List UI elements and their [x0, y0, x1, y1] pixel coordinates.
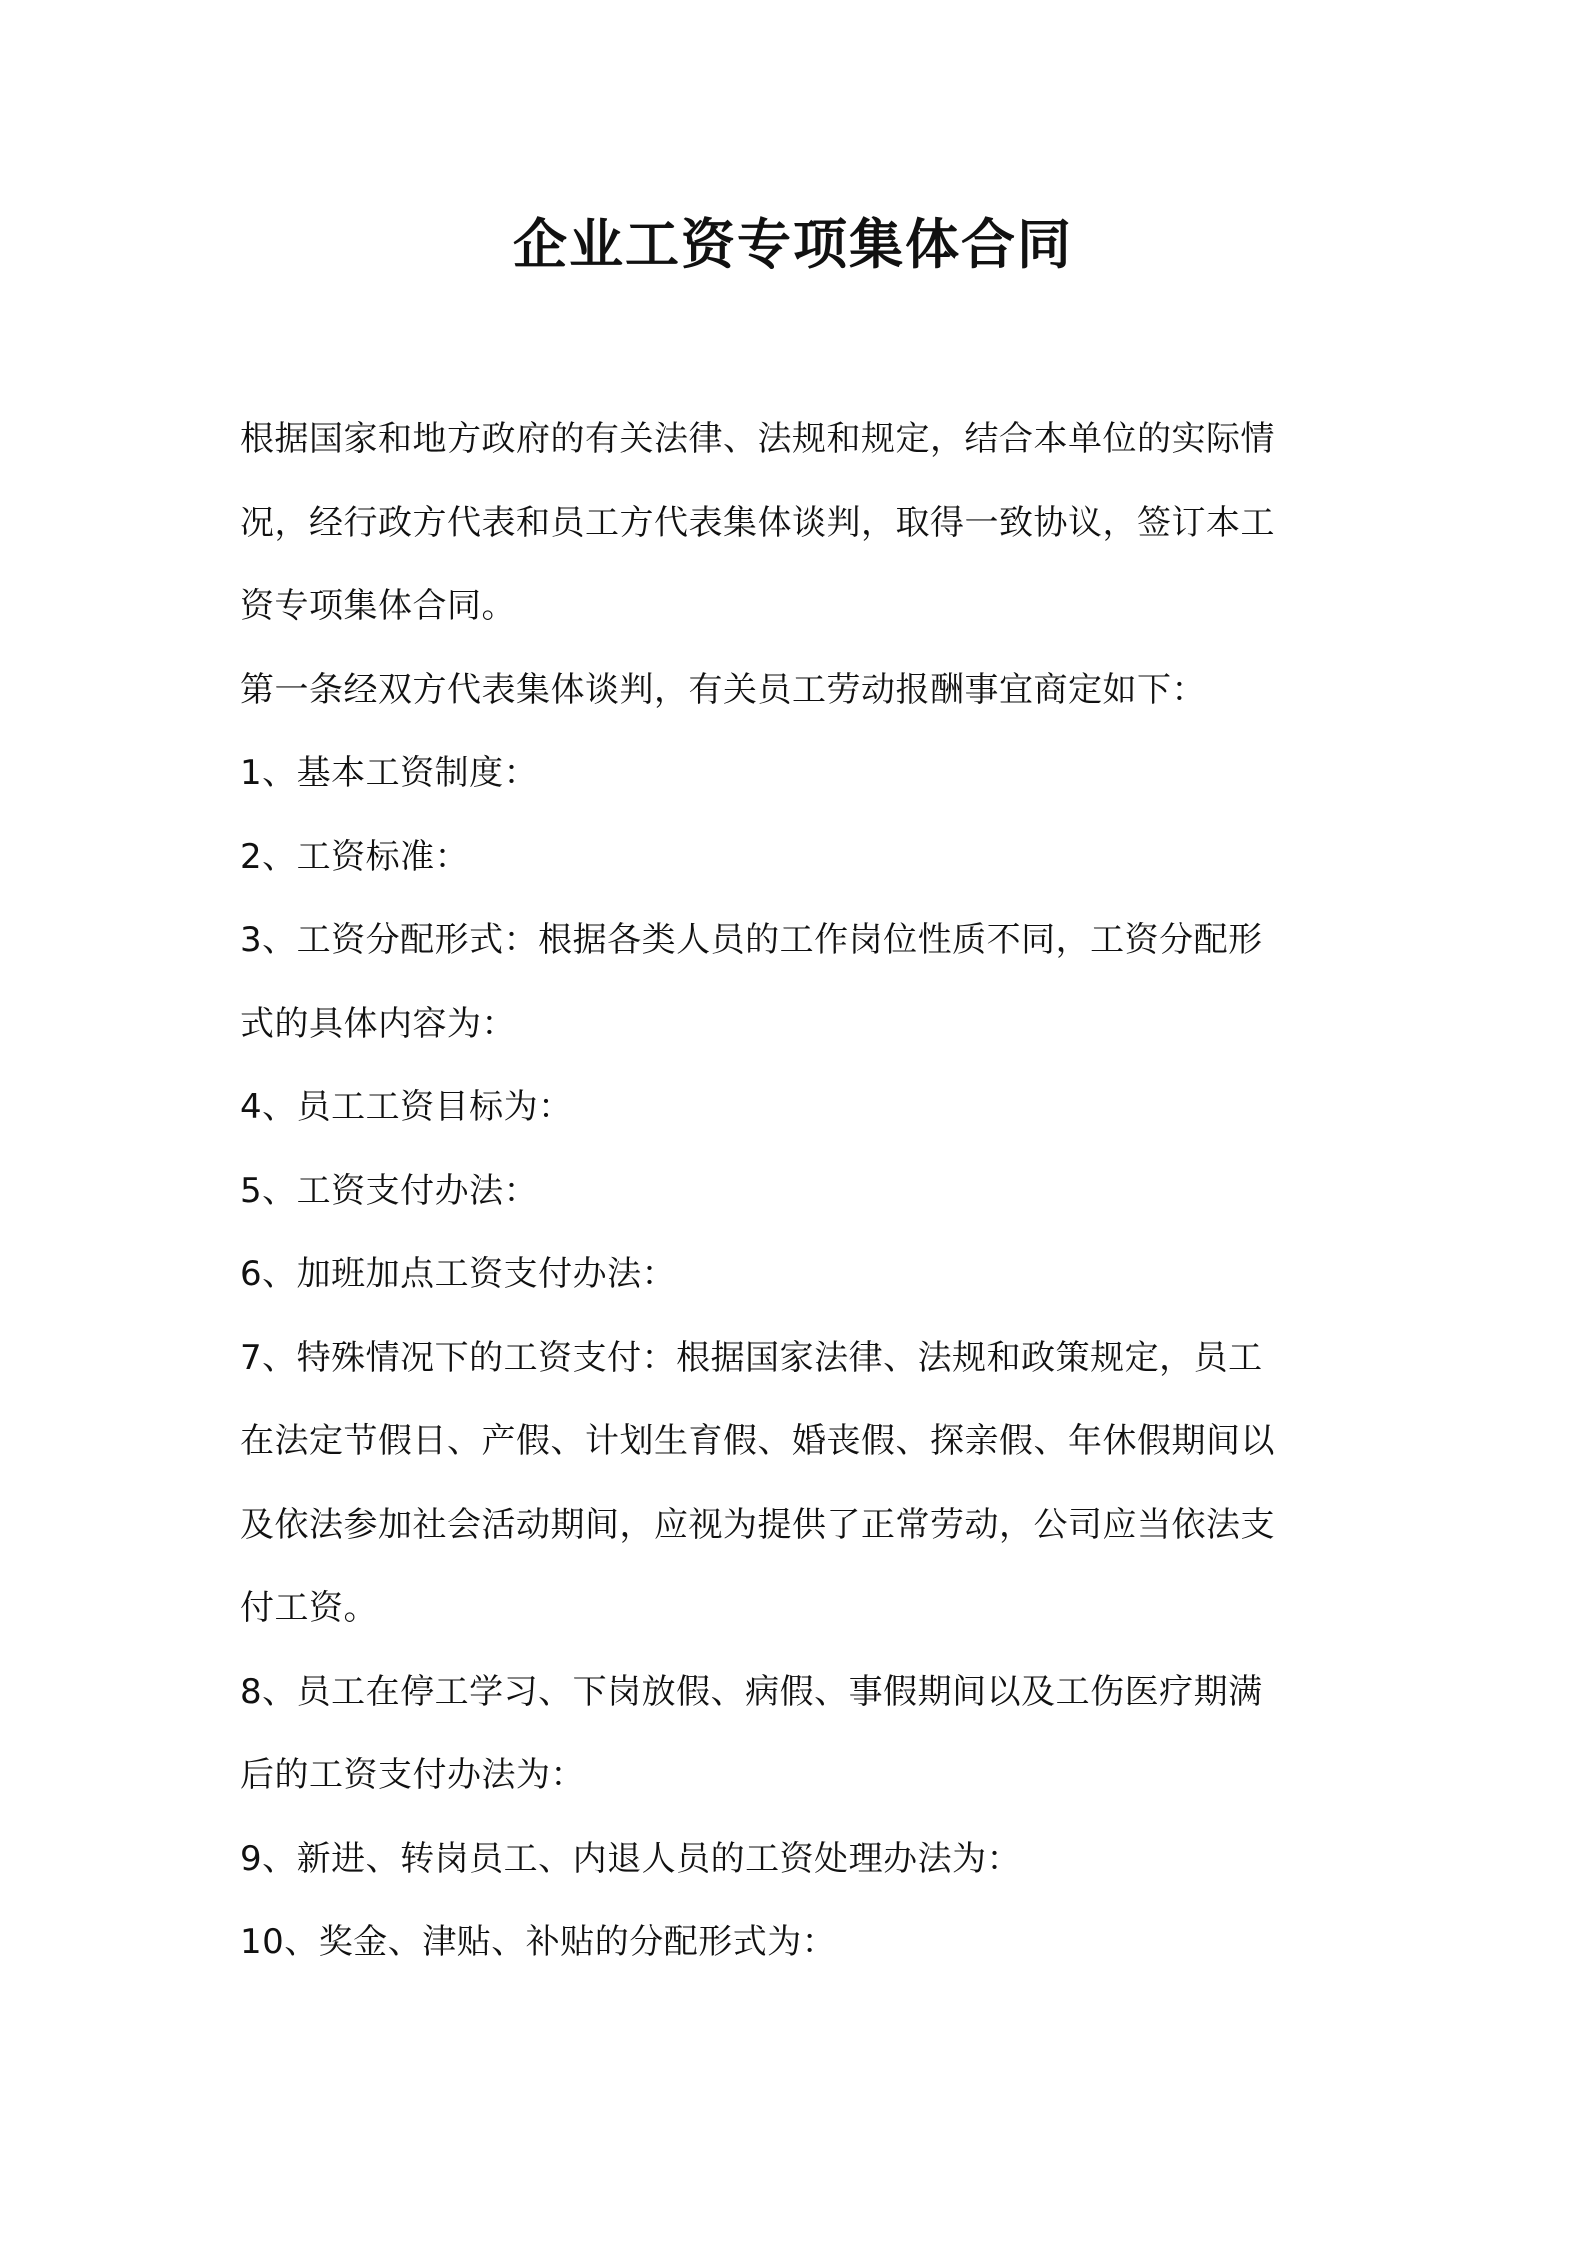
text-line: 根据国家和地方政府的有关法律、法规和规定，结合本单位的实际情: [240, 419, 1275, 459]
text-line: 2、工资标准：: [240, 836, 470, 877]
text-line: 5、工资支付办法：: [240, 1170, 539, 1211]
clause-5: [240, 1150, 1360, 1234]
text-line: 况，经行政方代表和员工方代表集体谈判，取得一致协议，签订本工: [240, 502, 1275, 543]
intro-paragraph: [240, 398, 1360, 649]
text-line: 8、员工在停工学习、下岗放假、病假、事假期间以及工伤医疗期满: [240, 1671, 1263, 1712]
text-line: 资专项集体合同。: [240, 586, 516, 626]
clause-8: [240, 1651, 1360, 1818]
clause-2: [240, 816, 1360, 900]
text-line: 第一条经双方代表集体谈判，有关员工劳动报酬事宜商定如下：: [240, 669, 1206, 710]
text-line: 3、工资分配形式：根据各类人员的工作岗位性质不同，工资分配形: [240, 920, 1263, 960]
clause-4: [240, 1066, 1360, 1150]
clause-9: [240, 1818, 1360, 1902]
clause-6: [240, 1233, 1360, 1317]
text-line: 在法定节假日、产假、计划生育假、婚丧假、探亲假、年休假期间以: [240, 1421, 1275, 1461]
document-body: [240, 398, 1360, 1985]
text-line: 4、员工工资目标为：: [240, 1087, 573, 1127]
clause-1: [240, 732, 1360, 816]
clause-7: [240, 1317, 1360, 1651]
text-line: 后的工资支付办法为：: [240, 1755, 585, 1795]
text-line: 6、加班加点工资支付办法：: [240, 1254, 677, 1294]
clause-10: [240, 1901, 1360, 1985]
text-line: 7、特殊情况下的工资支付：根据国家法律、法规和政策规定，员工: [240, 1337, 1263, 1378]
text-line: 10、奖金、津贴、补贴的分配形式为：: [240, 1922, 837, 1962]
text-line: 1、基本工资制度：: [240, 753, 539, 793]
text-line: 式的具体内容为：: [240, 1003, 516, 1044]
document-title: 企业工资专项集体合同: [513, 213, 1073, 276]
text-line: 及依法参加社会活动期间，应视为提供了正常劳动，公司应当依法支: [240, 1504, 1275, 1545]
text-line: 付工资。: [240, 1588, 378, 1628]
clause-3: [240, 899, 1360, 1066]
text-line: 9、新进、转岗员工、内退人员的工资处理办法为：: [240, 1838, 1022, 1879]
article-one-heading: [240, 649, 1360, 733]
